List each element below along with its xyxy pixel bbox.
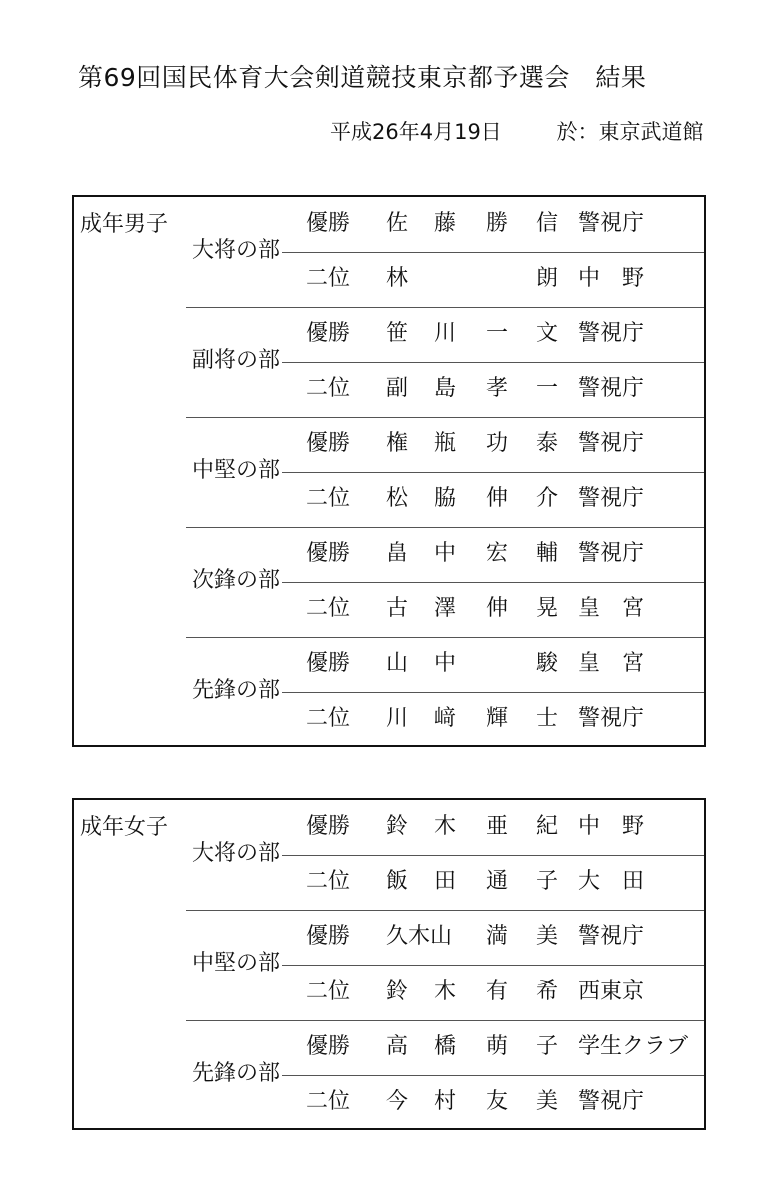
affiliation: 西東京 bbox=[578, 979, 645, 1004]
athlete-name-char: 権 bbox=[386, 431, 409, 456]
rank-label: 優勝 bbox=[306, 211, 351, 236]
event-date: 平成26年4月19日 bbox=[330, 120, 502, 144]
rank-label: 二位 bbox=[306, 486, 351, 511]
athlete-name-char: 希 bbox=[536, 979, 559, 1004]
athlete-name-char: 今 bbox=[386, 1089, 409, 1114]
event-label: 先鋒の部 bbox=[192, 678, 281, 703]
affiliation: 中 野 bbox=[578, 814, 645, 839]
athlete-name-char: 一 bbox=[486, 321, 509, 346]
athlete-name-char: 萌 bbox=[486, 1034, 509, 1059]
rank-label: 二位 bbox=[306, 869, 351, 894]
bracket-connector bbox=[282, 252, 304, 253]
athlete-name-char: 子 bbox=[536, 1034, 559, 1059]
athlete-name-char: 木 bbox=[434, 814, 457, 839]
athlete-name-char: 松 bbox=[386, 486, 409, 511]
athlete-name-char: 鈴 bbox=[386, 814, 409, 839]
athlete-name-char: 伸 bbox=[486, 486, 509, 511]
athlete-name-char: 有 bbox=[486, 979, 509, 1004]
bracket-connector bbox=[282, 472, 304, 473]
athlete-name-char: 介 bbox=[536, 486, 559, 511]
affiliation: 警視庁 bbox=[578, 376, 645, 401]
athlete-name-char: 泰 bbox=[536, 431, 559, 456]
affiliation: 中 野 bbox=[578, 266, 645, 291]
section-label: 成年男子 bbox=[80, 212, 169, 237]
athlete-name-char: 林 bbox=[386, 266, 409, 291]
athlete-name-char: 笹 bbox=[386, 321, 409, 346]
athlete-name-char: 川 bbox=[386, 706, 409, 731]
group-divider bbox=[186, 307, 704, 308]
athlete-name-char: 川 bbox=[434, 321, 457, 346]
event-label: 大将の部 bbox=[192, 841, 281, 866]
event-label: 中堅の部 bbox=[192, 951, 281, 976]
athlete-name-char: 通 bbox=[486, 869, 509, 894]
athlete-name-char: 一 bbox=[536, 376, 559, 401]
affiliation: 警視庁 bbox=[578, 486, 645, 511]
athlete-name-char: 宏 bbox=[486, 541, 509, 566]
athlete-name-char: 脇 bbox=[434, 486, 457, 511]
row-divider bbox=[302, 1075, 704, 1076]
rank-label: 優勝 bbox=[306, 431, 351, 456]
athlete-name-char: 晃 bbox=[536, 596, 559, 621]
row-divider bbox=[302, 582, 704, 583]
rank-label: 優勝 bbox=[306, 321, 351, 346]
affiliation: 警視庁 bbox=[578, 924, 645, 949]
row-divider bbox=[302, 252, 704, 253]
athlete-name-char: 田 bbox=[434, 869, 457, 894]
rank-label: 優勝 bbox=[306, 651, 351, 676]
athlete-name-char: 副 bbox=[386, 376, 409, 401]
event-label: 次鋒の部 bbox=[192, 568, 281, 593]
bracket-connector bbox=[282, 1075, 304, 1076]
athlete-name-char: 畠 bbox=[386, 541, 409, 566]
athlete-name-char: 輔 bbox=[536, 541, 559, 566]
group-divider bbox=[186, 1020, 704, 1021]
athlete-name-char: 孝 bbox=[486, 376, 509, 401]
athlete-name-char: 士 bbox=[536, 706, 559, 731]
row-divider bbox=[302, 855, 704, 856]
page-title: 第69回国民体育大会剣道競技東京都予選会 結果 bbox=[78, 63, 647, 92]
rank-label: 二位 bbox=[306, 376, 351, 401]
group-divider bbox=[186, 527, 704, 528]
affiliation: 警視庁 bbox=[578, 1089, 645, 1114]
rank-label: 優勝 bbox=[306, 1034, 351, 1059]
athlete-name-char: 紀 bbox=[536, 814, 559, 839]
rank-label: 二位 bbox=[306, 1089, 351, 1114]
affiliation: 大 田 bbox=[578, 869, 645, 894]
affiliation: 皇 宮 bbox=[578, 596, 645, 621]
rank-label: 二位 bbox=[306, 596, 351, 621]
event-label: 中堅の部 bbox=[192, 458, 281, 483]
affiliation: 警視庁 bbox=[578, 541, 645, 566]
event-label: 副将の部 bbox=[192, 348, 281, 373]
affiliation: 警視庁 bbox=[578, 706, 645, 731]
affiliation: 警視庁 bbox=[578, 211, 645, 236]
bracket-connector bbox=[282, 362, 304, 363]
athlete-name-char: 澤 bbox=[434, 596, 457, 621]
athlete-name-char: 伸 bbox=[486, 596, 509, 621]
bracket-connector bbox=[282, 965, 304, 966]
athlete-name-char: 功 bbox=[486, 431, 509, 456]
athlete-name-char: 鈴 bbox=[386, 979, 409, 1004]
rank-label: 二位 bbox=[306, 706, 351, 731]
results-box-men bbox=[72, 195, 706, 747]
rank-label: 優勝 bbox=[306, 814, 351, 839]
row-divider bbox=[302, 472, 704, 473]
rank-label: 二位 bbox=[306, 979, 351, 1004]
section-label: 成年女子 bbox=[80, 815, 169, 840]
athlete-name-char: 朗 bbox=[536, 266, 559, 291]
athlete-name-char: 文 bbox=[536, 321, 559, 346]
athlete-name-char: 美 bbox=[536, 924, 559, 949]
athlete-name-char: 村 bbox=[434, 1089, 457, 1114]
athlete-name-char: 満 bbox=[486, 924, 509, 949]
rank-label: 優勝 bbox=[306, 924, 351, 949]
affiliation: 警視庁 bbox=[578, 431, 645, 456]
athlete-name-char: 輝 bbox=[486, 706, 509, 731]
row-divider bbox=[302, 965, 704, 966]
athlete-name-char: 橋 bbox=[434, 1034, 457, 1059]
athlete-name-char: 古 bbox=[386, 596, 409, 621]
athlete-name-char: 山 bbox=[386, 651, 409, 676]
athlete-name-char: 信 bbox=[536, 211, 559, 236]
row-divider bbox=[302, 362, 704, 363]
athlete-name-char: 高 bbox=[386, 1034, 409, 1059]
athlete-name-char: 美 bbox=[536, 1089, 559, 1114]
athlete-name-char: 中 bbox=[434, 651, 457, 676]
row-divider bbox=[302, 692, 704, 693]
athlete-name-char: 勝 bbox=[486, 211, 509, 236]
dateline bbox=[330, 116, 704, 146]
affiliation: 学生クラブ bbox=[578, 1034, 689, 1059]
event-label: 先鋒の部 bbox=[192, 1061, 281, 1086]
athlete-name-char: 駿 bbox=[536, 651, 559, 676]
affiliation: 警視庁 bbox=[578, 321, 645, 346]
affiliation: 皇 宮 bbox=[578, 651, 645, 676]
athlete-name-char: 亜 bbox=[486, 814, 509, 839]
results-box-women bbox=[72, 798, 706, 1130]
bracket-connector bbox=[282, 582, 304, 583]
athlete-name-char: 瓶 bbox=[434, 431, 457, 456]
bracket-connector bbox=[282, 855, 304, 856]
rank-label: 優勝 bbox=[306, 541, 351, 566]
athlete-name-char: 佐 bbox=[386, 211, 409, 236]
group-divider bbox=[186, 417, 704, 418]
rank-label: 二位 bbox=[306, 266, 351, 291]
event-venue: 於：東京武道館 bbox=[556, 120, 704, 144]
athlete-name-char: 木 bbox=[434, 979, 457, 1004]
athlete-name-char: 飯 bbox=[386, 869, 409, 894]
athlete-name-char: 島 bbox=[434, 376, 457, 401]
athlete-name-char: 中 bbox=[434, 541, 457, 566]
bracket-connector bbox=[282, 692, 304, 693]
event-label: 大将の部 bbox=[192, 238, 281, 263]
athlete-name-char: 藤 bbox=[434, 211, 457, 236]
athlete-name-char: 子 bbox=[536, 869, 559, 894]
athlete-name-char: 久木山 bbox=[386, 924, 453, 949]
group-divider bbox=[186, 637, 704, 638]
athlete-name-char: 﨑 bbox=[434, 706, 457, 731]
athlete-name-char: 友 bbox=[486, 1089, 509, 1114]
group-divider bbox=[186, 910, 704, 911]
